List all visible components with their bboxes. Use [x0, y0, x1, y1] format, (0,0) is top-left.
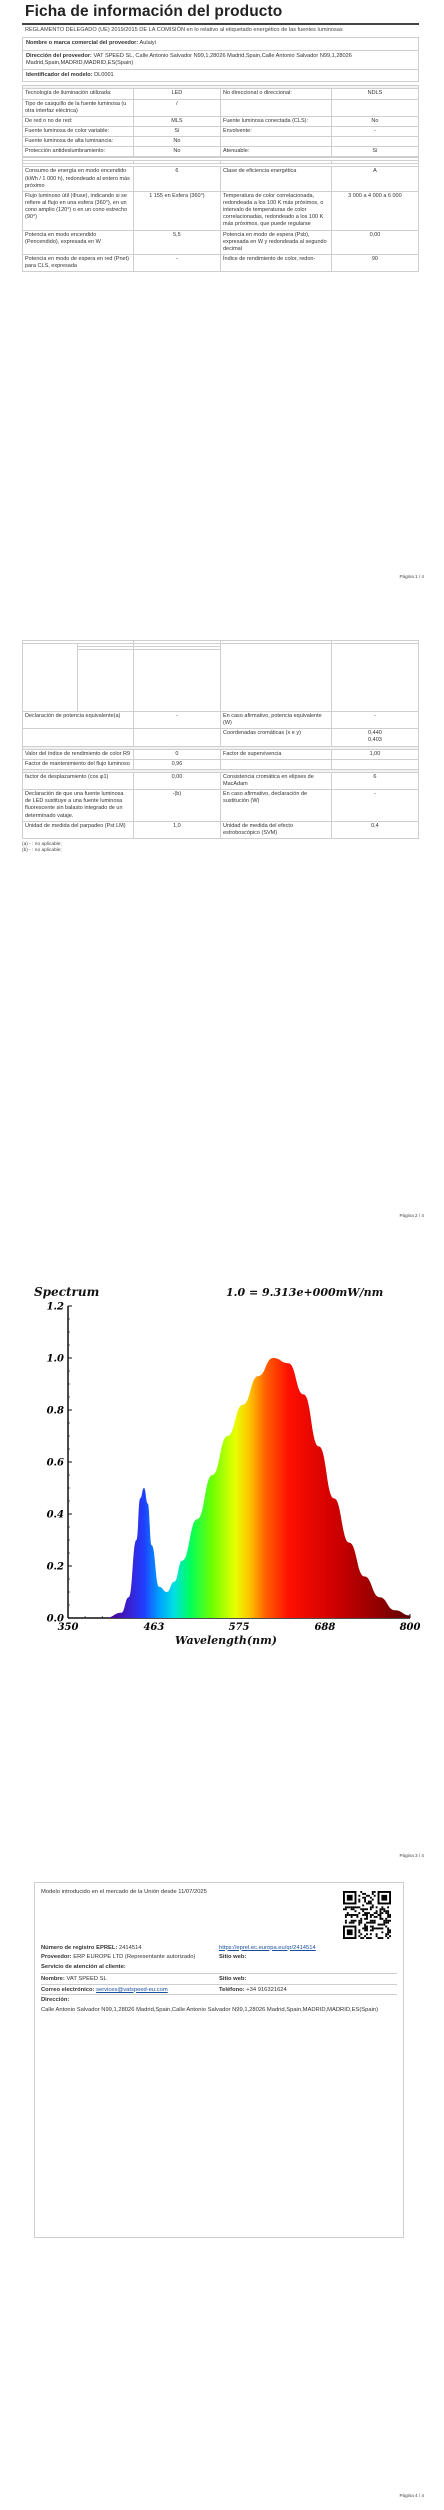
email-link[interactable]: services@vatspeed-eu.com: [96, 1986, 168, 1993]
ledred-cell: 0,00: [133, 772, 220, 789]
type-cell: Tecnología de iluminación utilizada:: [23, 89, 134, 99]
type-row: [23, 137, 419, 147]
spectrum-formula: 1.0 = 9.313e+000mW/nm: [226, 1286, 384, 1299]
y-tick-label: 0.2: [46, 1561, 64, 1573]
general-cell: Índice de rendimiento de color, redon-: [220, 255, 331, 272]
page-number-3: Página 3 / 4: [399, 1853, 424, 1858]
y-tick-label: 1.0: [46, 1353, 64, 1365]
type-cell: MLS: [133, 116, 220, 126]
equiv-cell: -: [331, 712, 418, 729]
ledred-cell: Unidad de medida del parpadeo (Pst LM): [23, 821, 134, 838]
page-title: Ficha de información del producto: [25, 3, 283, 20]
reg-number-label: Número de registro EPREL:: [41, 1944, 118, 1951]
ledred-cell: factor de desplazamiento (cos φ1): [23, 772, 134, 789]
service-label: Servicio de atención al cliente:: [41, 1963, 126, 1970]
x-tick-label: 350: [57, 1622, 79, 1633]
equiv-cell: 0,440 0,403: [331, 729, 418, 746]
led-cell: [331, 759, 418, 769]
type-table: [22, 85, 419, 157]
type-cell: Fuente luminosa conectada (CLS):: [220, 116, 331, 126]
general-row: [23, 255, 419, 272]
general-cell: Temperatura de color correlacionada, redondeada a los 100 K más próximos, o intervalo de temperaturas de color correlacionadas, redondeado a los 100 K más próximos, que puede regularse: [220, 191, 331, 230]
type-cell: Tipo de casquillo de la fuente luminosa (u otra interfaz eléctrica): [23, 99, 134, 116]
type-cell: Sí: [133, 127, 220, 137]
type-cell: /: [133, 99, 220, 116]
model-id: DL0001: [94, 72, 114, 79]
general-cell: Clase de eficiencia energética: [220, 167, 331, 191]
type-row: [23, 89, 419, 99]
general-cell: Flujo luminoso útil (Φuse), indicando si se refiere al flujo en una esfera (360°), en un cono amplio (120°) o en un cono estrecho (90°): [23, 191, 134, 230]
equiv-cell: En caso afirmativo, potencia equivalente (W): [220, 712, 331, 729]
x-tick-label: 688: [314, 1622, 336, 1633]
spectrum-xlabel: Wavelength(nm): [175, 1634, 277, 1647]
equiv-cell: -: [133, 712, 220, 729]
led-cell: 0,96: [133, 759, 220, 769]
led-cell: 1,00: [331, 749, 418, 759]
ledred-cell: En caso afirmativo, declaración de sustitución (W): [220, 790, 331, 822]
ledred-cell: -: [331, 790, 418, 822]
type-cell: LED: [133, 89, 220, 99]
led-cell: Factor de mantenimiento del flujo luminoso: [23, 759, 134, 769]
supplier-name-row: [22, 37, 419, 50]
dimension-label: [23, 644, 78, 712]
equiv-cell: Coordenadas cromáticas (x e y): [220, 729, 331, 746]
provider-label: Proveedor:: [41, 1954, 72, 1961]
led-cell: Valor del índice de rendimiento de color R9: [23, 749, 134, 759]
phone-label: Teléfono:: [219, 1986, 245, 1993]
service-name-line: [41, 1976, 219, 1984]
qr-code-icon[interactable]: [343, 1891, 391, 1939]
email-line: [41, 1987, 219, 1995]
phone: +34 916321624: [246, 1986, 287, 1993]
general-cell: 90: [331, 255, 418, 272]
spectrum-svg: [30, 1282, 421, 1652]
led-cell: [220, 759, 331, 769]
spectral-value: [331, 644, 418, 712]
dim-depth-value: [133, 650, 220, 712]
general-cell: 0,00: [331, 230, 418, 254]
page-1: [22, 0, 419, 272]
general-cell: 6: [133, 167, 220, 191]
general-cell: -: [133, 255, 220, 272]
type-cell: NDLS: [331, 89, 418, 99]
service-name: VAT SPEED SL: [66, 1976, 107, 1983]
general-row: [23, 230, 419, 254]
ledred-cell: 1,0: [133, 821, 220, 838]
market-intro: Modelo introducido en el mercado de la Unión desde 11/07/2025: [41, 1889, 207, 1895]
general-cell: 1 155 en Esfera (360°): [133, 191, 220, 230]
led-row: [23, 749, 419, 759]
address: Calle Antonio Salvador N99,1,28026 Madrid,Spain,Calle Antonio Salvador N99,1,28026 Madrid,Spain,MADRID,MADRID,ES(Spain): [41, 2006, 379, 2013]
eprel-link[interactable]: https://eprel.ec.europa.eu/qr/2414514: [219, 1944, 316, 1951]
x-tick-label: 463: [143, 1622, 165, 1633]
page-number-4: Página 4 / 4: [399, 2493, 424, 2498]
type-cell: No direccional o direccional:: [220, 89, 331, 99]
ledred-cell: Declaración de que una fuente luminosa de LED sustituye a una fuente luminosa fluorescente sin balasto integrado de un determinado vataje.: [23, 790, 134, 822]
type-cell: [220, 99, 331, 116]
general-row: [23, 191, 419, 230]
website-label-2: Sitio web:: [219, 1976, 247, 1983]
type-cell: Atenuable:: [220, 147, 331, 157]
general-cell: 3 000 a 4 000 a 6 000: [331, 191, 418, 230]
general-cell: A: [331, 167, 418, 191]
equiv-row: [23, 729, 419, 746]
model-row: [22, 70, 419, 82]
type-cell: Fuente luminosa de color variable:: [23, 127, 134, 137]
type-cell: Sí: [331, 147, 418, 157]
ledred-row: [23, 790, 419, 822]
supplier-address: VAT SPEED SL, Calle Antonio Salvador N99,1,28026 Madrid,Spain,Calle Antonio Salvador N99,1,28026 Madrid,Spain,MADRID,MADRID,ES(Spain): [26, 52, 352, 66]
regulation-text: REGLAMENTO DELEGADO (UE) 2019/2015 DE LA COMISIÓN en lo relativo al etiquetado energético de las fuentes luminosas: [25, 27, 343, 34]
equiv-cell: Declaración de potencia equivalente(a): [23, 712, 134, 729]
dim-depth-label: [78, 650, 133, 712]
ledred-cell: Consistencia cromática en elipses de MacAdam: [220, 772, 331, 789]
type-cell: -: [331, 127, 418, 137]
spectrum-chart: [30, 1282, 421, 1652]
type-cell: [220, 137, 331, 147]
type-cell: Fuente luminosa de alta luminancia:: [23, 137, 134, 147]
general-cell: Potencia en modo de espera en red (Pnet) para CLS, expresada: [23, 255, 134, 272]
spectrum-area: [106, 1358, 410, 1618]
spectral-label: [220, 644, 331, 712]
type-cell: No: [133, 147, 220, 157]
footnote-b: (b) - : no aplicable;: [22, 848, 62, 854]
page2-table: [22, 640, 419, 839]
equiv-cell: [23, 729, 134, 746]
general-table: [22, 157, 419, 272]
page-2: [22, 640, 419, 854]
provider: ERP EUROPE LTD (Representante autorizado): [73, 1954, 196, 1961]
led-cell: Factor de supervivencia: [220, 749, 331, 759]
type-cell: No: [331, 116, 418, 126]
general-cell: Potencia en modo encendido (Pencendido), expresada en W: [23, 230, 134, 254]
registration-box: [34, 1882, 404, 2238]
y-tick-label: 1.2: [46, 1301, 64, 1313]
email-label: Correo electrónico:: [41, 1986, 95, 1993]
equiv-cell: [133, 729, 220, 746]
ledred-row: [23, 772, 419, 789]
ledred-row: [23, 821, 419, 838]
type-cell: [331, 137, 418, 147]
service-name-label: Nombre:: [41, 1976, 65, 1983]
type-cell: De red o no de red:: [23, 116, 134, 126]
general-cell: 5,5: [133, 230, 220, 254]
general-cell: Consumo de energía en modo encendido (kWh / 1 000 h), redondeado al entero más próximo: [23, 167, 134, 191]
supplier-address-label: Dirección del proveedor:: [26, 52, 92, 59]
supplier-name: Aulaiyi: [139, 40, 156, 47]
provider-line: [41, 1954, 219, 1962]
footnotes: [22, 842, 419, 854]
type-row: [23, 99, 419, 116]
general-cell: Potencia en modo de espera (Psb), expresada en W y redondeada al segundo decimal: [220, 230, 331, 254]
general-row: [23, 167, 419, 191]
type-cell: Protección antideslumbramiento:: [23, 147, 134, 157]
address-label: Dirección:: [41, 1997, 70, 2004]
supplier-address-row: [22, 51, 419, 71]
ledred-cell: 6: [331, 772, 418, 789]
type-row: [23, 116, 419, 126]
y-tick-label: 0.0: [46, 1613, 64, 1625]
ledred-cell: 0,4: [331, 821, 418, 838]
page-number-1: Página 1 / 4: [399, 574, 424, 579]
y-tick-label: 0.6: [46, 1457, 64, 1469]
website-label: Sitio web:: [219, 1954, 247, 1961]
phone-line: [219, 1987, 397, 1995]
equiv-row: [23, 712, 419, 729]
model-label: Identificador del modelo:: [26, 72, 93, 79]
type-cell: No: [133, 137, 220, 147]
y-tick-label: 0.4: [46, 1509, 64, 1521]
led-cell: 0: [133, 749, 220, 759]
type-row: [23, 147, 419, 157]
type-cell: [331, 99, 418, 116]
y-tick-label: 0.8: [46, 1405, 64, 1417]
reg-number: 2414514: [118, 1944, 142, 1951]
type-row: [23, 127, 419, 137]
supplier-name-label: Nombre o marca comercial del proveedor:: [26, 40, 139, 47]
ledred-cell: -(b): [133, 790, 220, 822]
type-cell: Envolvente:: [220, 127, 331, 137]
x-tick-label: 800: [399, 1622, 421, 1633]
x-tick-label: 575: [228, 1622, 250, 1633]
reg-number-line: [41, 1945, 219, 1953]
led-row: [23, 759, 419, 769]
spectrum-title: Spectrum: [34, 1285, 100, 1299]
page-number-2: Página 2 / 4: [399, 1213, 424, 1218]
footnote-a: (a) - : no aplicable;: [22, 841, 62, 847]
ledred-cell: Unidad de medida del efecto estroboscópico (SVM): [220, 821, 331, 838]
